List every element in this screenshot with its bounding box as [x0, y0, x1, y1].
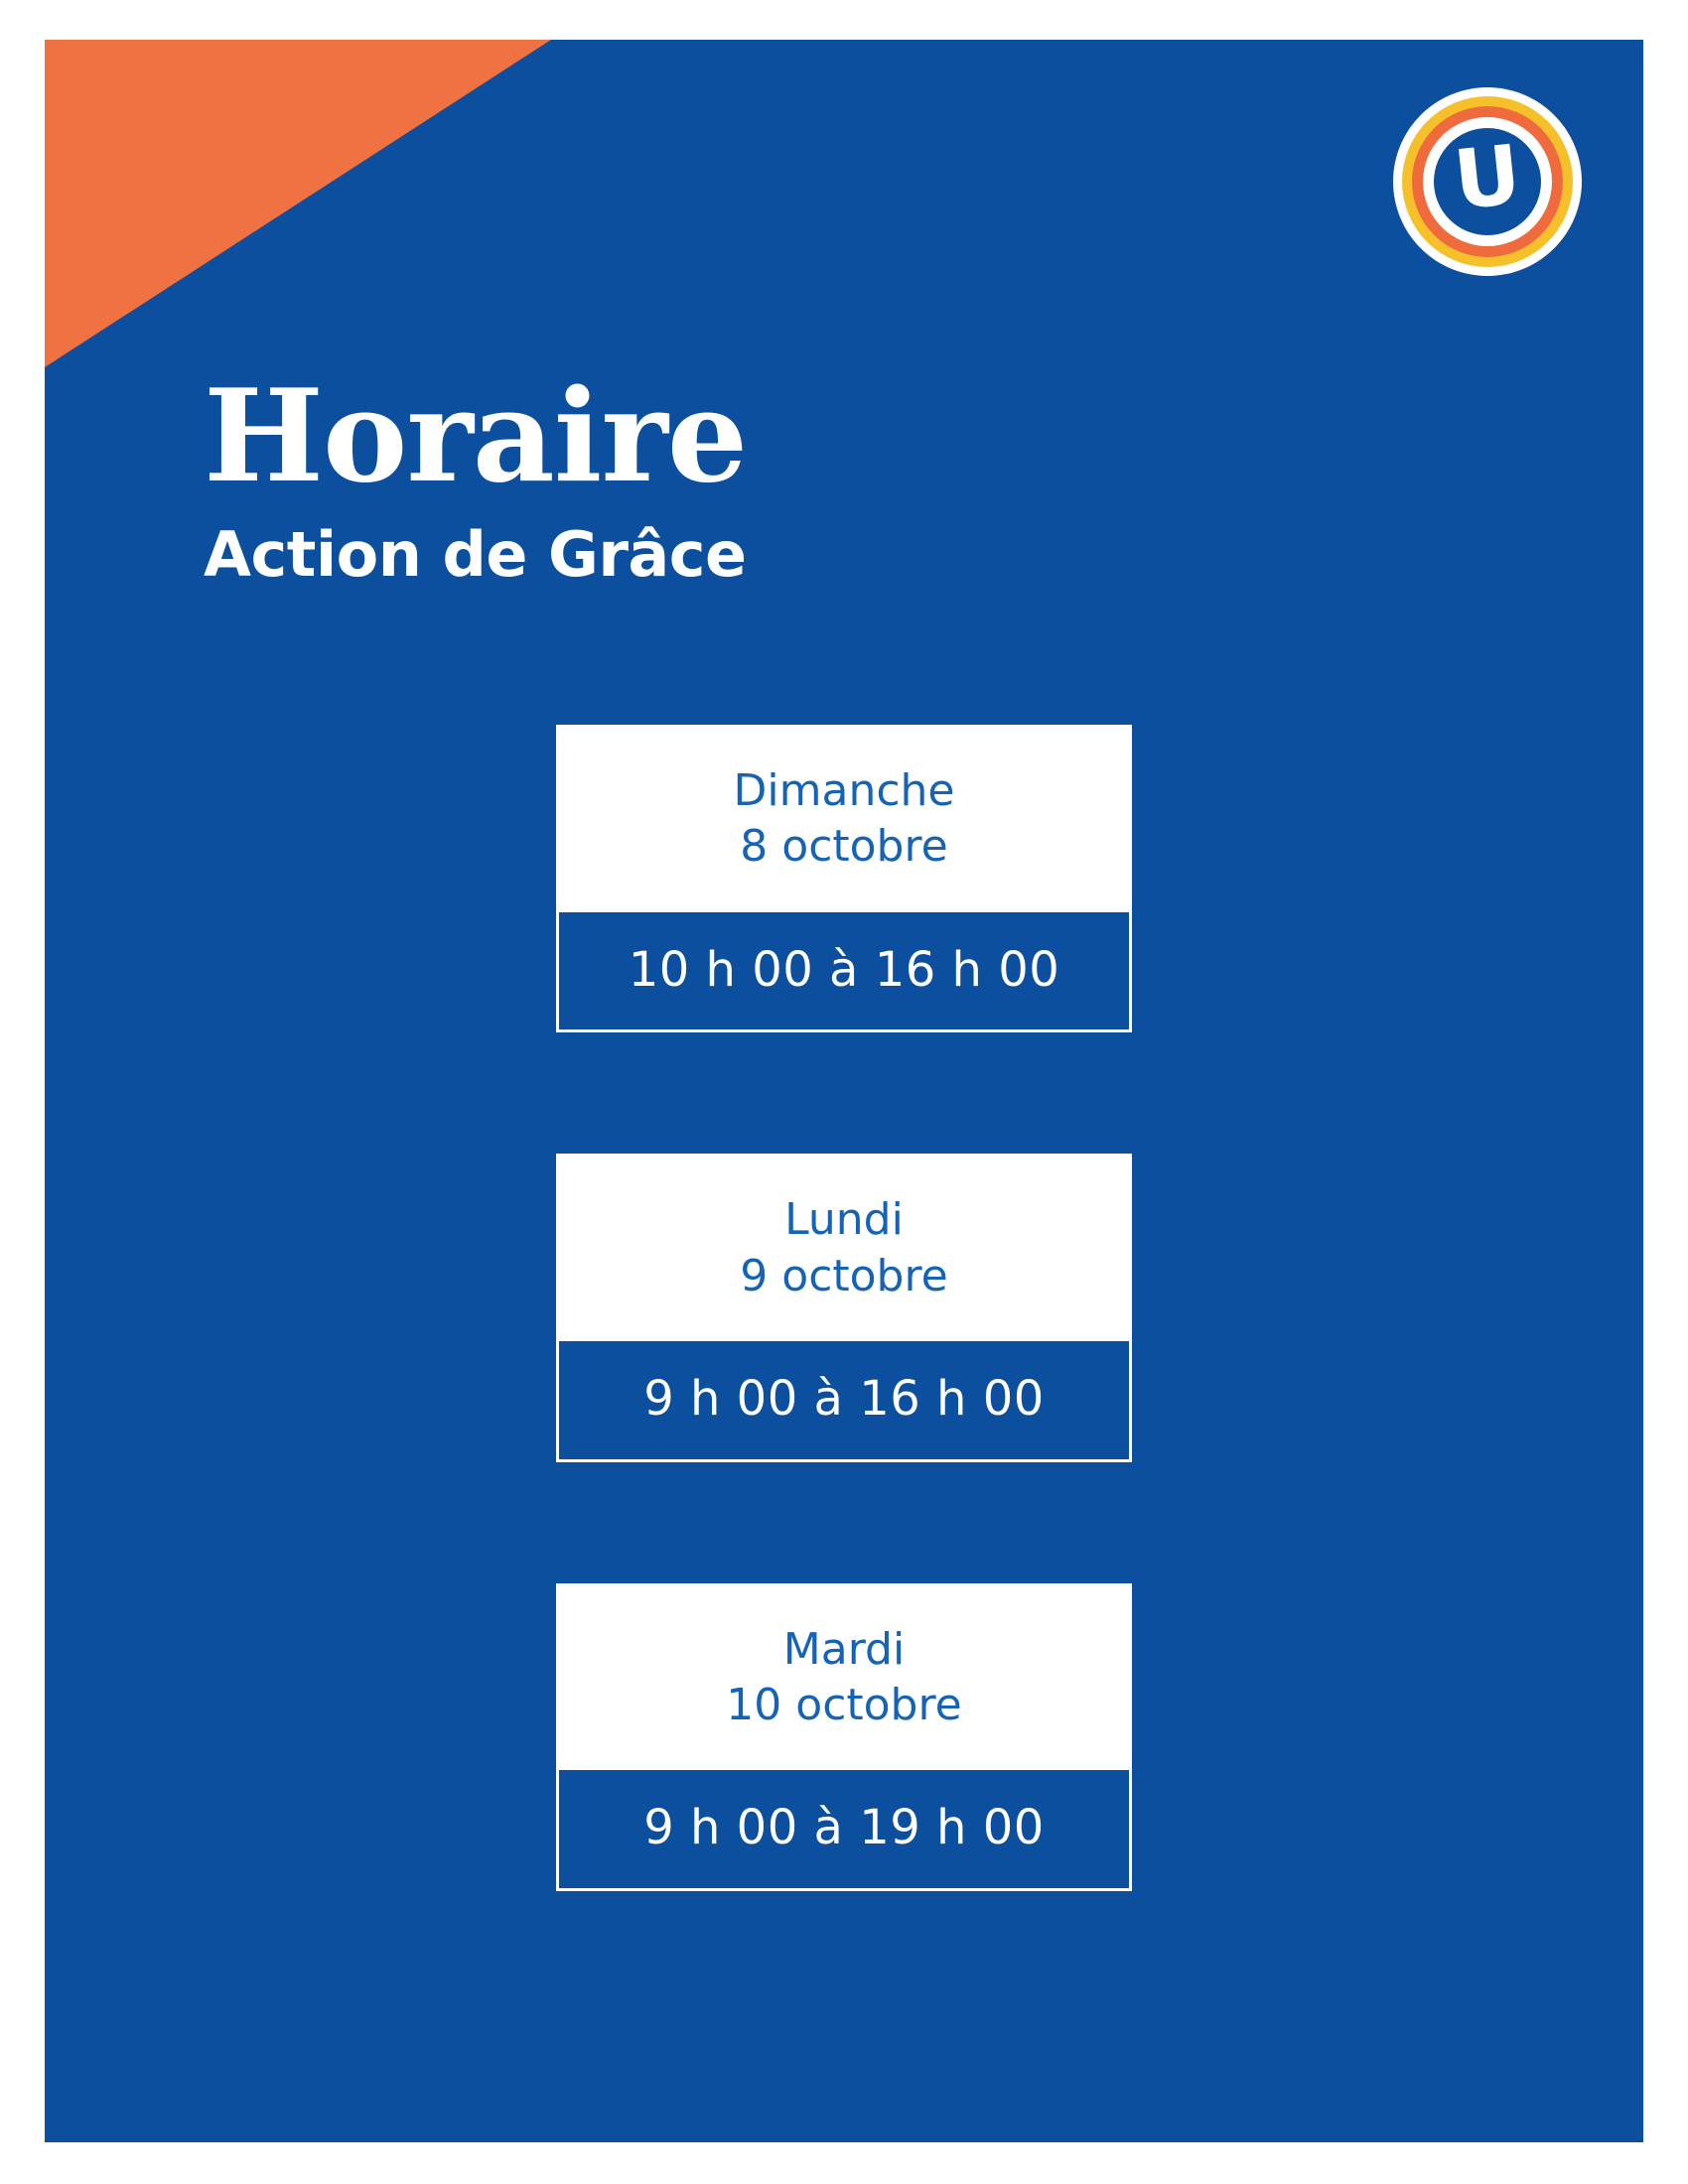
schedule-card-date-block: [559, 1586, 1129, 1768]
schedule-day-name: Lundi: [784, 1194, 904, 1246]
logo-letter: U: [1449, 127, 1525, 229]
page-subtitle: Action de Grâce: [204, 518, 747, 591]
schedule-hours: 10 h 00 à 16 h 00: [559, 909, 1129, 1030]
schedule-hours: 9 h 00 à 19 h 00: [559, 1767, 1129, 1888]
poster-canvas: [45, 40, 1643, 2142]
schedule-card: [556, 1154, 1132, 1461]
title-block: [204, 362, 1097, 591]
schedule-card-date-block: [559, 1157, 1129, 1338]
schedule-card: [556, 725, 1132, 1032]
corner-accent-shape: [45, 40, 551, 367]
university-logo: [1393, 87, 1582, 276]
logo-disc: [1434, 128, 1541, 235]
schedule-hours: 9 h 00 à 16 h 00: [559, 1338, 1129, 1459]
schedule-list: [45, 725, 1643, 1891]
schedule-day-date: 9 octobre: [740, 1250, 948, 1301]
schedule-card: [556, 1583, 1132, 1891]
schedule-day-name: Dimanche: [733, 765, 955, 816]
schedule-day-date: 8 octobre: [740, 821, 948, 873]
schedule-day-date: 10 octobre: [726, 1680, 962, 1731]
schedule-card-date-block: [559, 728, 1129, 909]
schedule-day-name: Mardi: [782, 1623, 906, 1675]
page-title: Horaire: [204, 362, 748, 511]
